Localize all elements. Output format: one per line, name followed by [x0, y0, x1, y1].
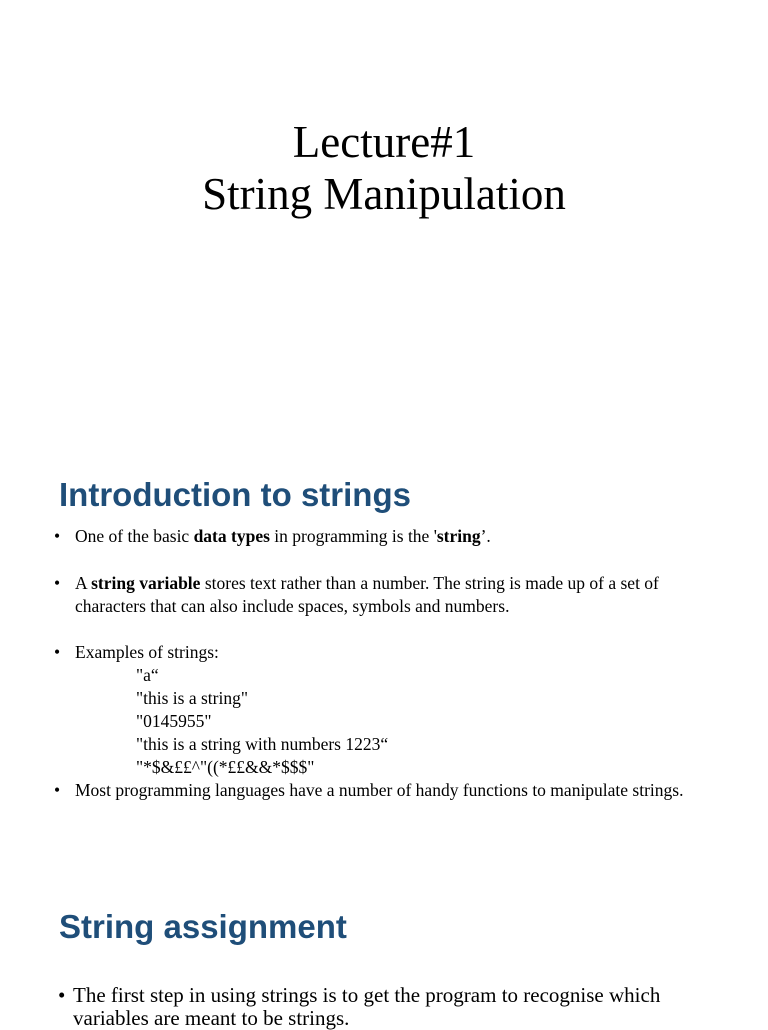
intro-heading: Introduction to strings [59, 476, 411, 513]
bullet-dot: • [54, 526, 61, 546]
bullet-string-variable [54, 572, 704, 618]
bullet-text: Most programming languages have a number of handy functions to manipulate strings. [75, 780, 684, 800]
bullet-text: Examples of strings: [75, 642, 219, 662]
bullet-text: A string variable stores text rather than a number. The string is made up of a set of characters that can also include spaces, symbols and numbers. [75, 573, 659, 616]
lecture-title: String Manipulation [202, 169, 566, 219]
example-string: "0145955" [136, 711, 212, 731]
bullet-examples [54, 641, 704, 664]
bullet-dot: • [58, 983, 66, 1007]
example-string: "this is a string with numbers 1223“ [136, 734, 389, 754]
assignment-heading: String assignment [59, 908, 347, 945]
example-string: "*$&££^"((*££&&*$$$" [136, 757, 315, 777]
bullet-text: One of the basic data types in programming is the 'string’. [75, 526, 491, 546]
bullet-assignment [58, 984, 738, 1030]
example-string: "a“ [136, 665, 159, 685]
bullet-dot: • [54, 573, 61, 593]
bullet-text: The first step in using strings is to get the program to recognise which variables are meant to be strings. [73, 983, 661, 1030]
example-string: "this is a string" [136, 688, 248, 708]
bullet-dot: • [54, 642, 61, 662]
bullet-dot: • [54, 780, 61, 800]
title-slide [0, 116, 768, 220]
bullet-functions [54, 779, 704, 802]
lecture-number: Lecture#1 [292, 117, 476, 167]
bullet-data-types [54, 525, 704, 548]
